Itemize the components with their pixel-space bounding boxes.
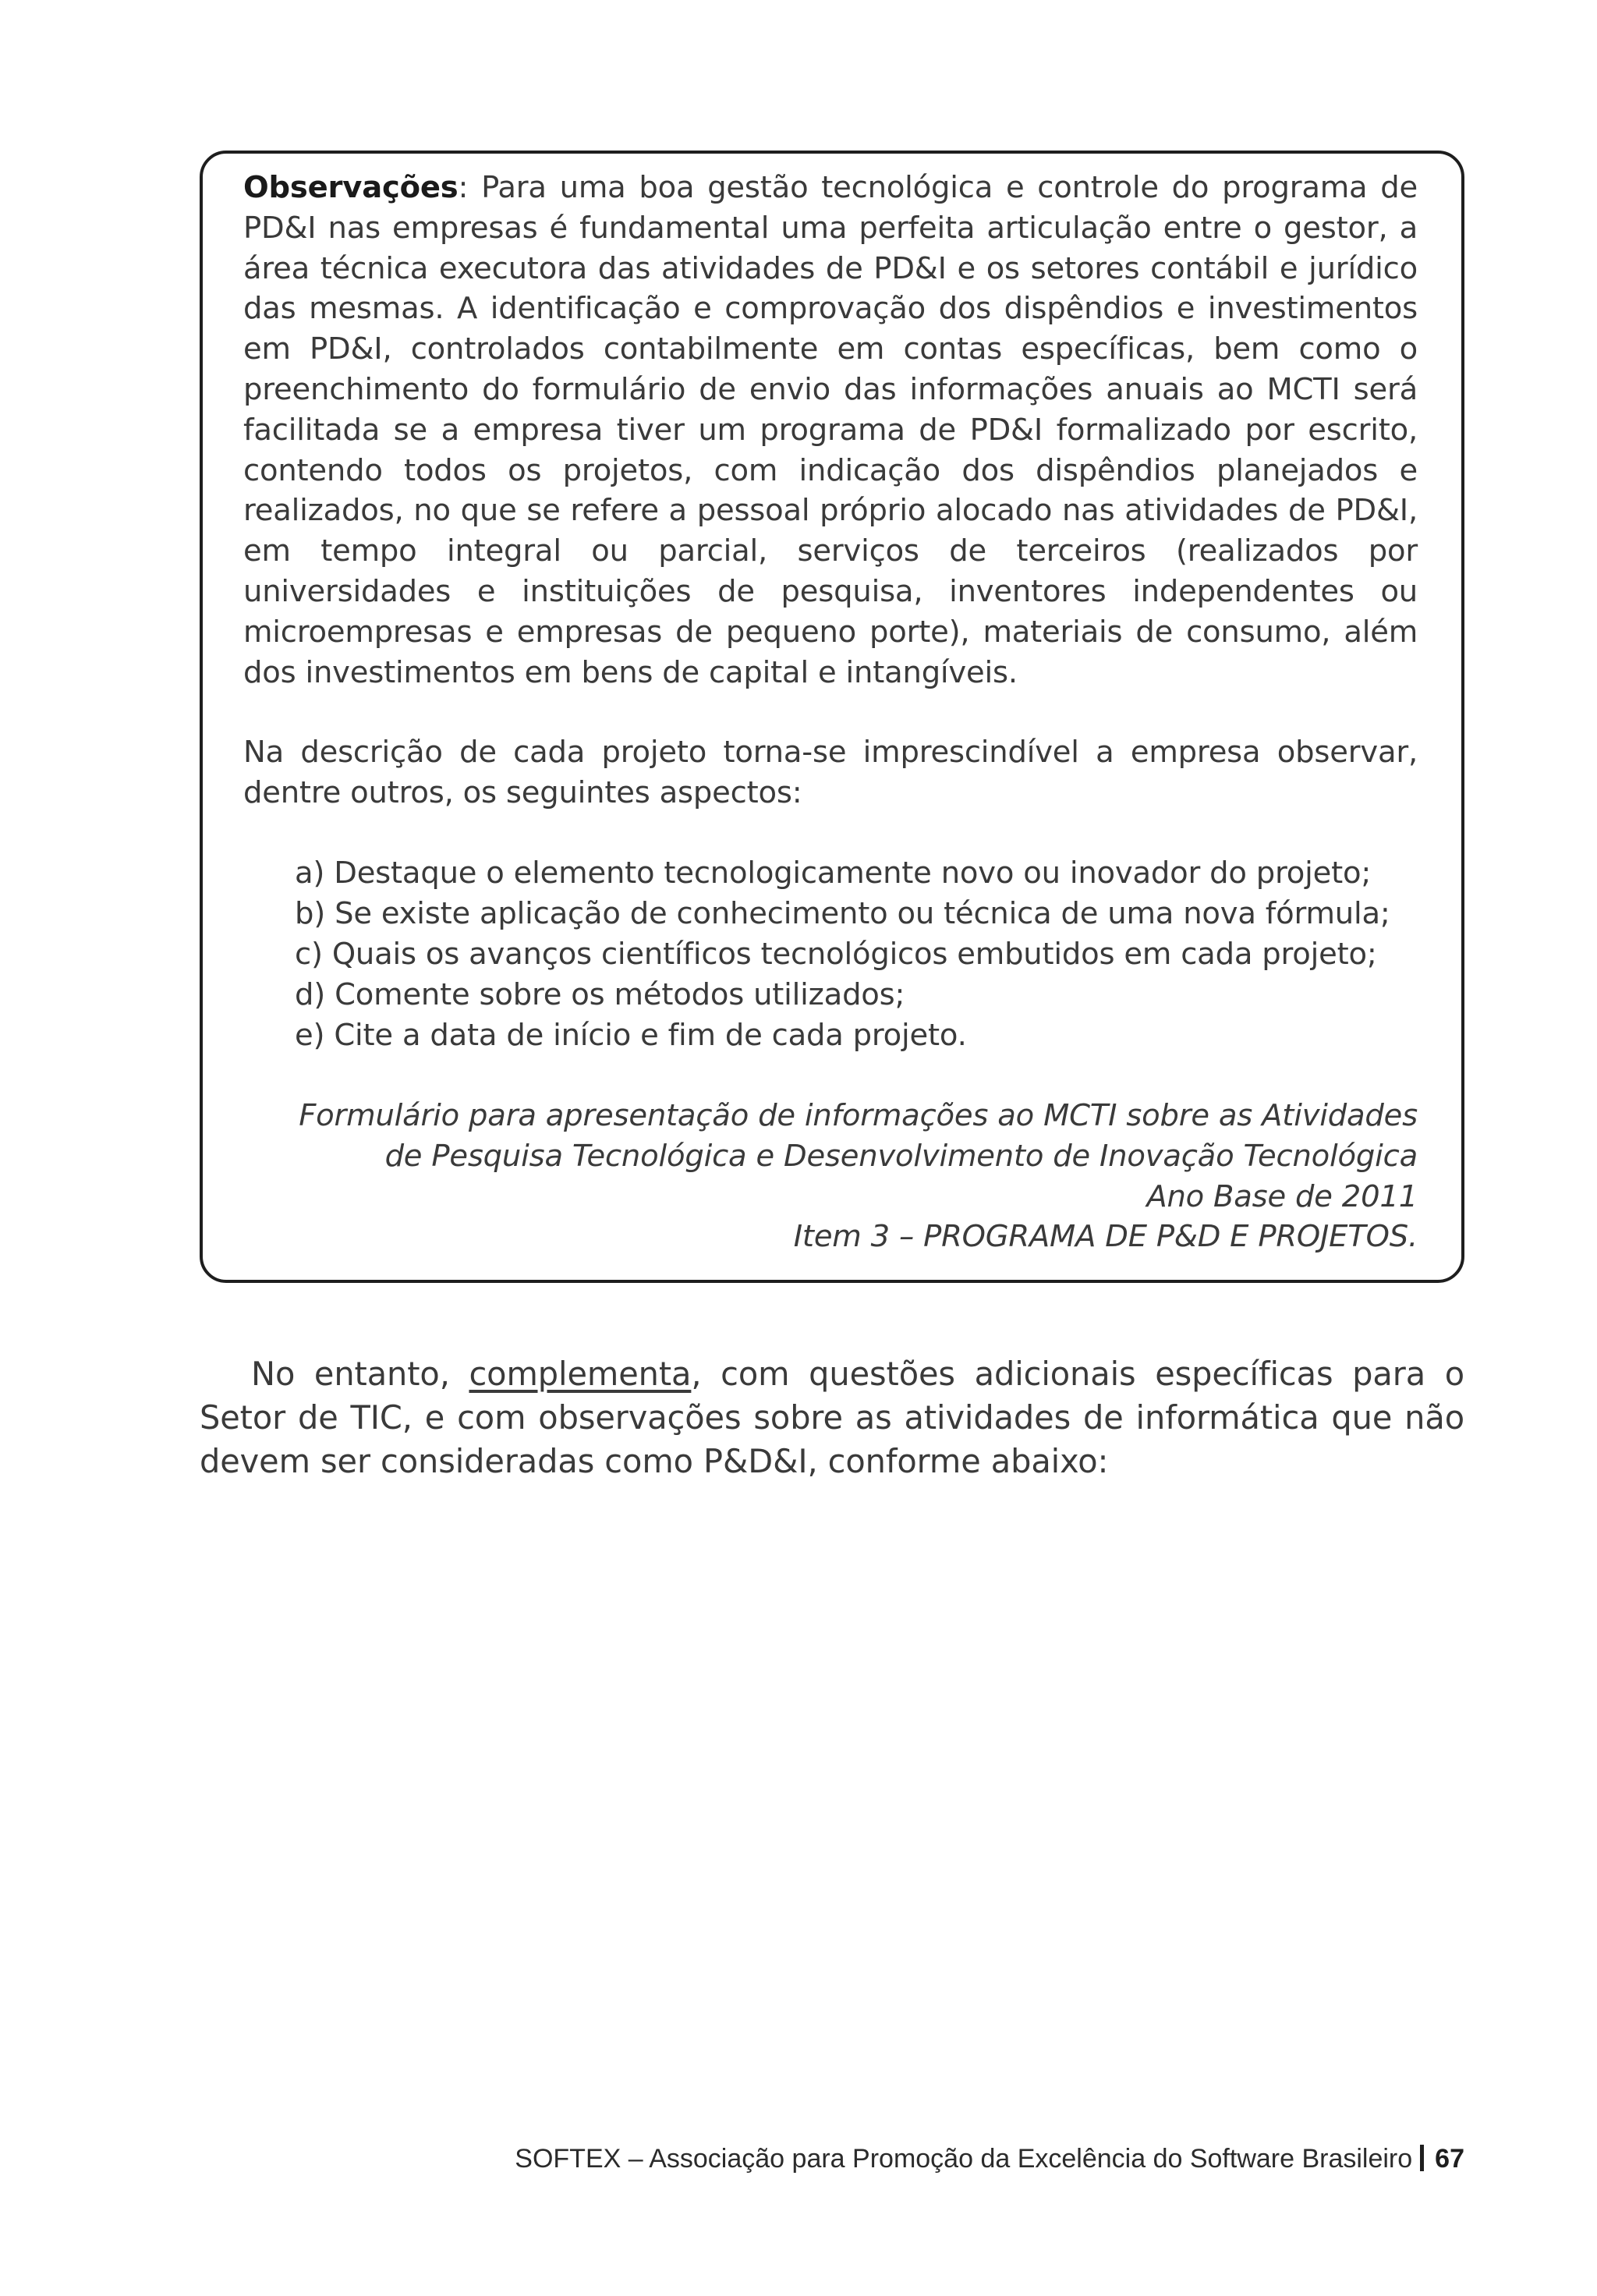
- list-item: b) Se existe aplicação de conhecimento ou técnica de uma nova fórmula;: [295, 895, 1390, 931]
- page-number: 67: [1435, 2144, 1464, 2174]
- page-footer: [200, 2142, 1464, 2175]
- observations-paragraph: [243, 168, 1418, 693]
- list-item: e) Cite a data de início e fim de cada projeto.: [295, 1017, 967, 1053]
- footer-text: SOFTEX – Associação para Promoção da Excelência do Software Brasileiro: [515, 2144, 1413, 2174]
- citation-line: de Pesquisa Tecnológica e Desenvolvimento de Inovação Tecnológica: [384, 1138, 1418, 1174]
- citation-block: [243, 1096, 1418, 1257]
- observations-text: : Para uma boa gestão tecnológica e controle do programa de PD&I nas empresas é fundamental uma perfeita articulação entre o gestor, a área técnica executora das atividades de PD&I e os setores contábil e jurídico das mesmas. A identificação e comprovação dos dispêndios e investimentos em PD&I, controlados contabilmente em contas específicas, bem como o preenchimento do formulário de envio das informações anuais ao MCTI será facilitada se a empresa tiver um programa de PD&I formalizado por escrito, contendo todos os projetos, com indicação dos dispêndios planejados e realizados, no que se refere a pessoal próprio alocado nas atividades de PD&I, em tempo integral ou parcial, serviços de terceiros (realizados por universidades e instituições de pesquisa, inventores independentes ou microempresas e empresas de pequeno porte), materiais de consumo, além dos investimentos em bens de capital e intangíveis.: [243, 170, 1418, 690]
- body-paragraph: [200, 1352, 1464, 1483]
- citation-line: Formulário para apresentação de informações ao MCTI sobre as Atividades: [299, 1097, 1418, 1133]
- observations-label: Observações: [243, 170, 459, 205]
- citation-line: Ano Base de 2011: [1146, 1178, 1418, 1214]
- list-item: d) Comente sobre os métodos utilizados;: [295, 976, 905, 1012]
- list-item: a) Destaque o elemento tecnologicamente novo ou inovador do projeto;: [295, 855, 1372, 891]
- citation-line: Item 3 – PROGRAMA DE P&D E PROJETOS.: [793, 1219, 1418, 1255]
- body-text-end: , com questões adicionais específicas para o Setor de TIC, e com observações sobre as atividades de informática que não devem ser consideradas como P&D&I, conforme abaixo:: [200, 1355, 1464, 1480]
- body-text-start: No entanto,: [251, 1355, 469, 1393]
- underlined-word: complementa: [469, 1355, 692, 1393]
- footer-separator: [1420, 2145, 1424, 2171]
- observations-box: [200, 151, 1464, 1283]
- list-item: c) Quais os avanços científicos tecnológicos embutidos em cada projeto;: [295, 936, 1377, 972]
- project-description-paragraph: Na descrição de cada projeto torna-se imprescindível a empresa observar, dentre outros, os seguintes aspectos:: [243, 735, 1418, 811]
- aspects-list: [243, 853, 1418, 1056]
